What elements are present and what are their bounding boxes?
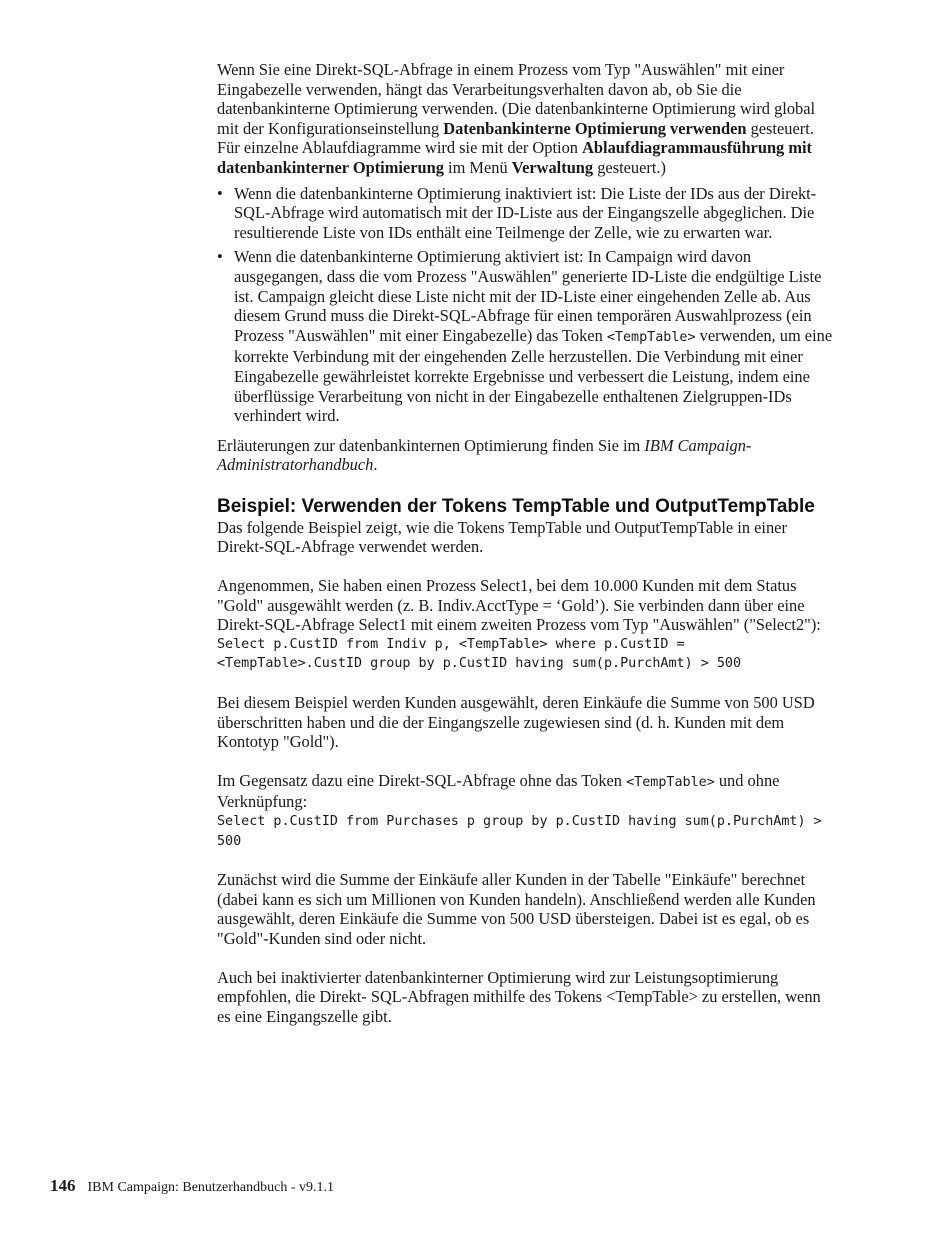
reference-book-title: IBM Campaign-Administratorhandbuch bbox=[217, 435, 752, 475]
contrast-paragraph bbox=[217, 771, 837, 812]
intro-text-4: gesteuert.) bbox=[593, 157, 666, 177]
bullet-text-active-2: verwenden, um eine korrekte Verbindung mit der eingehenden Zelle herzustellen. Die Verbindung mit einer Eingabezelle gewährleistet korrekte Ergebnisse und verbessert die Leistung, indem eine überflüssige Verarbeitung von nicht in der Eingabezelle enthaltenen Zielgruppen-IDs verhindert wird. bbox=[234, 325, 833, 426]
section-heading: Beispiel: Verwenden der Tokens TempTable und OutputTempTable bbox=[217, 495, 815, 517]
bullet-text-active-1: Wenn die datenbankinterne Optimierung aktiviert ist: In Campaign wird davon ausgegangen, dass die vom Prozess "Auswählen" generierte ID-Liste die endgültige Liste ist. Campaign gleicht diese Liste nicht mit der ID-Liste einer eingehenden Zelle ab. Aus diesem Grund muss die Direkt-SQL-Abfrage für einen temporären Auswahlprozess (ein Prozess "Auswählen" mit einer Eingabezelle) das Token bbox=[234, 247, 822, 345]
page-footer bbox=[50, 1176, 334, 1196]
page-body bbox=[217, 60, 837, 1026]
recommendation-paragraph: Auch bei inaktivierter datenbankinterner Optimierung wird zur Leistungsoptimierung empfohlen, die Direkt- SQL-Abfragen mithilfe des Tokens <TempTable> zu erstellen, wenn es eine Eingangszelle gibt. bbox=[217, 967, 821, 1026]
reference-text: Erläuterungen zur datenbankinternen Optimierung finden Sie im bbox=[217, 435, 645, 455]
contrast-text-2: und ohne Verknüpfung: bbox=[217, 770, 780, 812]
footer-book-title: IBM Campaign: Benutzerhandbuch - v9.1.1 bbox=[87, 1180, 335, 1195]
page-number: 146 bbox=[50, 1176, 76, 1195]
intro-paragraph bbox=[217, 60, 837, 178]
reference-paragraph bbox=[217, 436, 837, 475]
consequence-paragraph: Zunächst wird die Summe der Einkäufe aller Kunden in der Tabelle "Einkäufe" berechnet (dabei kann es sich um Millionen von Kunden handeln). Anschließend werden alle Kunden ausgewählt, deren Einkäufe die Summe von 500 USD übersteigen. Dabei ist es egal, ob es "Gold"-Kunden sind oder nicht. bbox=[217, 870, 816, 948]
intro-bold-menu: Verwaltung bbox=[511, 157, 594, 177]
intro-text-3: im Menü bbox=[443, 157, 512, 177]
example-intro-paragraph: Das folgende Beispiel zeigt, wie die Tokens TempTable und OutputTempTable in einer Direkt-SQL-Abfrage verwendet werden. bbox=[217, 517, 787, 557]
intro-bold-setting: Datenbankinterne Optimierung verwenden bbox=[443, 118, 747, 138]
intro-bold-option: Ablaufdiagrammausführung mit datenbankinterner Optimierung bbox=[217, 138, 813, 177]
scenario-paragraph: Angenommen, Sie haben einen Prozess Select1, bei dem 10.000 Kunden mit dem Status "Gold" ausgewählt werden (z. B. Indiv.AcctType = ‘Gold’). Sie verbinden dann über eine Direkt-SQL-Abfrage Select1 mit einem zweiten Prozess vom Typ "Auswählen" ("Select2"): bbox=[217, 576, 821, 635]
bullet-list bbox=[217, 184, 837, 426]
contrast-text-1: Im Gegensatz dazu eine Direkt-SQL-Abfrage ohne das Token bbox=[217, 770, 627, 790]
bullet-item-active bbox=[217, 247, 837, 425]
bullet-text-inactive: Wenn die datenbankinterne Optimierung inaktiviert ist: Die Liste der IDs aus der Direkt-SQL-Abfrage wird automatisch mit der ID-Liste aus der Eingangszelle abgeglichen. Die resultierende Liste von IDs enthält eine Teilmenge der Zelle, wie zu erwarten war. bbox=[234, 183, 817, 242]
reference-period: . bbox=[373, 455, 378, 475]
inline-code-temptable-2: <TempTable> bbox=[626, 774, 715, 790]
intro-text-1: Wenn Sie eine Direkt-SQL-Abfrage in einem Prozess vom Typ "Auswählen" mit einer Eingabezelle verwenden, hängt das Verarbeitungsverhalten davon ab, ob Sie die datenbankinterne Optimierung verwenden. (Die datenbankinterne Optimierung wird global mit der Konfigurationseinstellung bbox=[217, 60, 816, 138]
inline-code-temptable: <TempTable> bbox=[606, 329, 696, 345]
code-block-join: Select p.CustID from Indiv p, <TempTable> where p.CustID = <TempTable>.CustID group by p.CustID having sum(p.PurchAmt) > 500 bbox=[217, 636, 742, 672]
intro-text-2: gesteuert. Für einzelne Ablaufdiagramme wird sie mit der Option bbox=[217, 118, 814, 158]
code-block-no-join: Select p.CustID from Purchases p group by p.CustID having sum(p.PurchAmt) > 500 bbox=[217, 814, 822, 849]
explanation-paragraph: Bei diesem Beispiel werden Kunden ausgewählt, deren Einkäufe die Summe von 500 USD überschritten haben und die der Eingangszelle zugewiesen sind (d. h. Kunden mit dem Kontotyp "Gold"). bbox=[217, 693, 815, 752]
bullet-item-inactive bbox=[217, 184, 837, 243]
